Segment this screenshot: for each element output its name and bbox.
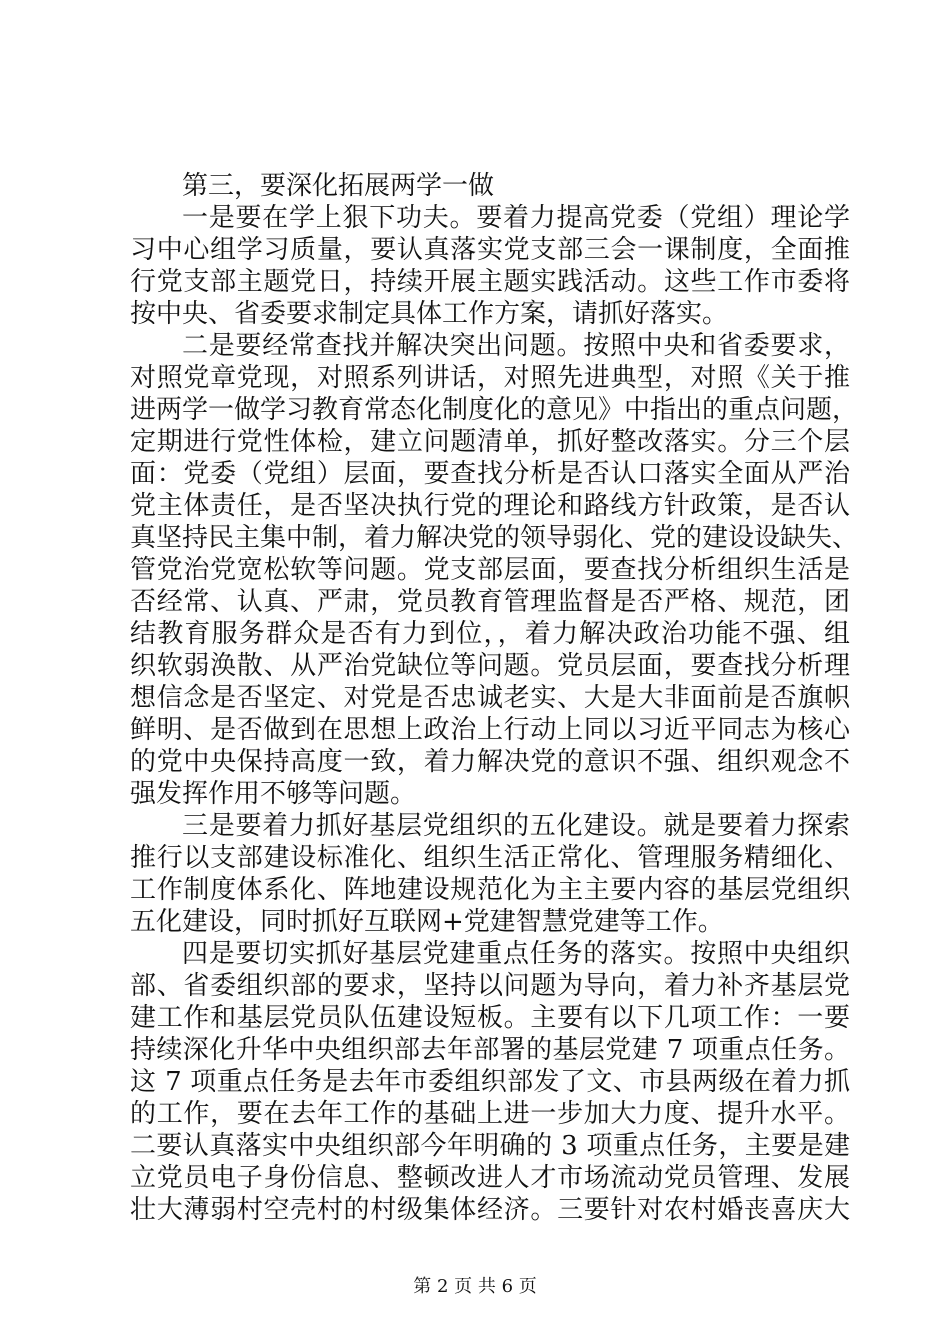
text-line: 的党中央保持高度一致，着力解决党的意识不强、组织观念不 <box>130 747 850 777</box>
document-body <box>130 170 859 1226</box>
text-line: 推行以支部建设标准化、组织生活正常化、管理服务精细化、 <box>130 843 850 873</box>
text-line: 进两学一做学习教育常态化制度化的意见》中指出的重点问题， <box>130 395 859 425</box>
text-line: 的工作，要在去年工作的基础上进一步加大力度、提升水平。 <box>130 1099 850 1129</box>
text-line: 工作制度体系化、阵地建设规范化为主主要内容的基层党组织 <box>130 875 850 905</box>
text-line: 定期进行党性体检，建立问题清单，抓好整改落实。分三个层 <box>130 427 850 457</box>
text-line: 建工作和基层党员队伍建设短板。主要有以下几项工作：一要 <box>130 1003 850 1033</box>
text-line: 按中央、省委要求制定具体工作方案，请抓好落实。 <box>130 299 729 329</box>
text-line: 想信念是否坚定、对党是否忠诚老实、大是大非面前是否旗帜 <box>130 683 850 713</box>
text-line: 四是要切实抓好基层党建重点任务的落实。按照中央组织 <box>182 939 850 969</box>
text-line: 对照党章党现，对照系列讲话，对照先进典型，对照《关于推 <box>130 363 850 393</box>
text-line: 一是要在学上狠下功夫。要着力提高党委（党组）理论学 <box>182 203 850 233</box>
text-line: 行党支部主题党日，持续开展主题实践活动。这些工作市委将 <box>130 267 850 297</box>
text-line: 织软弱涣散、从严治党缺位等问题。党员层面，要查找分析理 <box>130 651 850 681</box>
page-footer: 第 2 页 共 6 页 <box>413 1276 537 1297</box>
text-line: 二要认真落实中央组织部今年明确的 3 项重点任务，主要是建 <box>130 1131 850 1161</box>
text-line: 真坚持民主集中制，着力解决党的领导弱化、党的建设设缺失、 <box>130 523 859 553</box>
text-line: 壮大薄弱村空壳村的村级集体经济。三要针对农村婚丧喜庆大 <box>130 1195 850 1225</box>
text-line: 管党治党宽松软等问题。党支部层面，要查找分析组织生活是 <box>130 555 850 585</box>
text-line: 否经常、认真、严肃，党员教育管理监督是否严格、规范，团 <box>130 587 850 617</box>
text-line: 五化建设，同时抓好互联网+党建智慧党建等工作。 <box>130 907 724 937</box>
text-line: 持续深化升华中央组织部去年部署的基层党建 7 项重点任务。 <box>130 1035 850 1065</box>
text-line: 党主体责任，是否坚决执行党的理论和路线方针政策，是否认 <box>130 491 850 521</box>
text-line: 这 7 项重点任务是去年市委组织部发了文、市县两级在着力抓 <box>130 1067 850 1097</box>
text-line: 第三，要深化拓展两学一做 <box>182 171 495 201</box>
text-line: 面：党委（党组）层面，要查找分析是否认口落实全面从严治 <box>130 459 850 489</box>
text-line: 结教育服务群众是否有力到位，，着力解决政治功能不强、组 <box>130 619 850 649</box>
text-line: 三是要着力抓好基层党组织的五化建设。就是要着力探索 <box>182 811 850 841</box>
text-line: 部、省委组织部的要求，坚持以问题为导向，着力补齐基层党 <box>130 971 850 1001</box>
text-line: 鲜明、是否做到在思想上政治上行动上同以习近平同志为核心 <box>130 715 850 745</box>
text-line: 习中心组学习质量，要认真落实党支部三会一课制度，全面推 <box>130 235 850 265</box>
text-line: 二是要经常查找并解决突出问题。按照中央和省委要求， <box>182 331 850 361</box>
text-line: 强发挥作用不够等问题。 <box>130 779 417 809</box>
text-line: 立党员电子身份信息、整顿改进人才市场流动党员管理、发展 <box>130 1163 850 1193</box>
